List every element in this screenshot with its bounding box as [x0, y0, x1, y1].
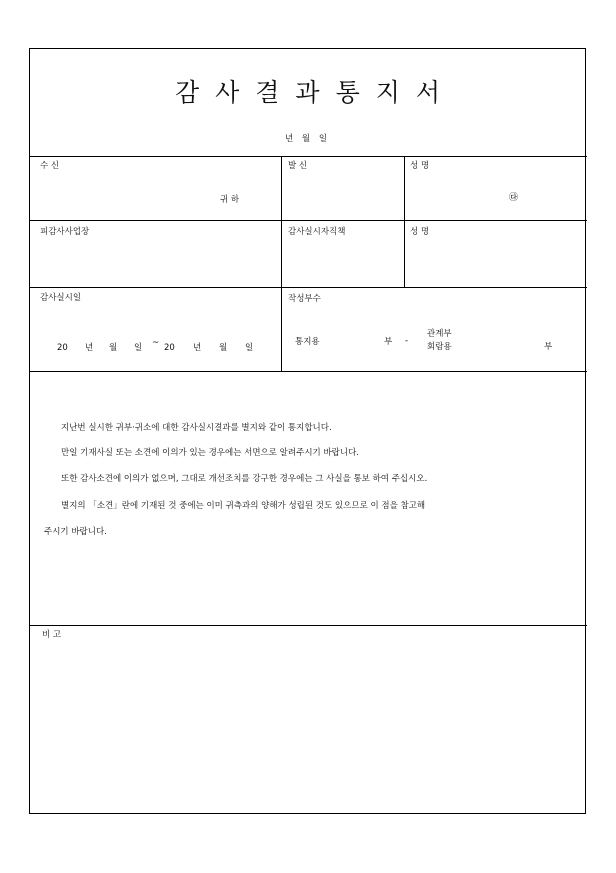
body-line: 지난번 실시한 귀부·귀소에 대한 감사실시결과를 별지와 같이 통지합니다.	[61, 423, 332, 433]
end-year-unit: 년	[193, 343, 202, 353]
related-line1: 관계부	[427, 329, 452, 339]
body-line: 또한 감사소견에 이의가 없으며, 그대로 개선조치를 강구한 경우에는 그 사실을 통보 하여 주십시오.	[61, 474, 428, 484]
audit-date-label: 감사실시일	[40, 293, 82, 303]
recipient-honorific: 귀 하	[220, 195, 240, 205]
period-separator: ~	[152, 338, 160, 348]
recipient-label: 수 신	[40, 161, 60, 171]
auditor-position-label: 감사실시자직책	[288, 227, 346, 237]
end-month-unit: 월	[219, 343, 228, 353]
auditor-name-label: 성 명	[410, 227, 430, 237]
audit-result-notice-form	[29, 48, 586, 814]
sender-label: 발 신	[288, 161, 308, 171]
start-month-unit: 월	[109, 343, 118, 353]
related-line2: 회람용	[427, 342, 452, 352]
body-line: 주시기 바랍니다.	[44, 527, 107, 537]
audited-workplace-label: 피감사사업장	[40, 227, 90, 237]
notice-copies-unit: 부	[384, 337, 393, 347]
related-copies-unit: 부	[544, 342, 553, 352]
start-year-unit: 년	[85, 343, 94, 353]
end-year-prefix: 20	[164, 343, 175, 353]
seal-mark: ㉰	[509, 193, 519, 203]
end-day-unit: 일	[245, 343, 254, 353]
remarks-label: 비 고	[42, 630, 62, 640]
start-year-prefix: 20	[57, 343, 68, 353]
start-day-unit: 일	[134, 343, 143, 353]
notice-copies-label: 통지용	[295, 337, 320, 347]
body-line: 만일 기재사실 또는 소견에 이의가 있는 경우에는 서면으로 알려주시기 바랍니다.	[61, 448, 359, 458]
remarks-area[interactable]	[30, 626, 587, 814]
copies-dash: -	[405, 336, 409, 346]
body-line: 별지의 「소견」란에 기재된 것 중에는 이미 귀측과의 양해가 성립된 것도 있으므로 이 점을 참고해	[61, 501, 426, 511]
sender-name-label: 성 명	[410, 161, 430, 171]
date-line: 년 월 일	[285, 134, 328, 144]
form-title: 감사결과통지서	[174, 78, 457, 107]
copies-label: 작성부수	[288, 294, 321, 304]
